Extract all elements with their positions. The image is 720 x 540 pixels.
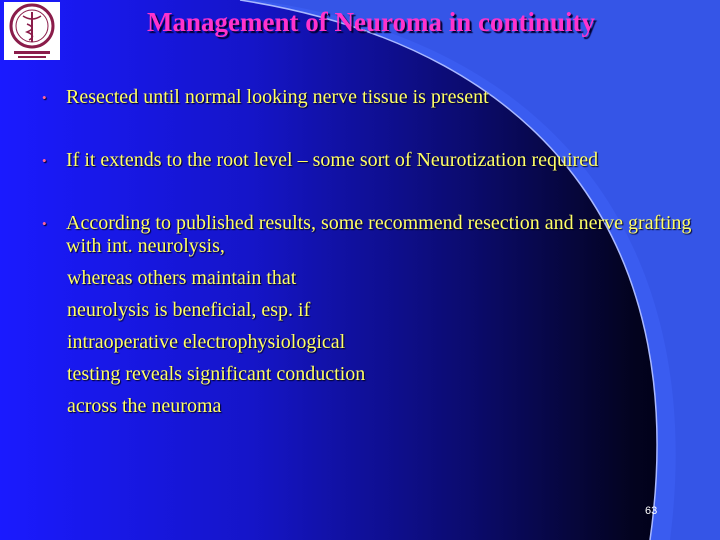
institute-logo	[4, 2, 60, 60]
bullet-text: Resected until normal looking nerve tissue is present	[66, 86, 489, 108]
continuation-line: intraoperative electrophysiological	[67, 331, 346, 353]
bullet-marker: •	[42, 90, 47, 105]
page-number: 63	[645, 505, 658, 517]
institute-emblem-caduceus-icon	[4, 2, 60, 60]
bullet-list	[40, 86, 712, 418]
bullet-text: According to published results, some recommend resection and nerve grafting with int. neurolysis,	[66, 212, 692, 257]
bullet-marker: •	[42, 216, 47, 231]
bullet-item	[40, 149, 712, 172]
bullet-text: If it extends to the root level – some sort of Neurotization required	[66, 149, 599, 171]
bullet-marker: •	[42, 153, 47, 168]
bullet-item	[40, 212, 712, 258]
slide-title: Management of Neuroma in continuity	[147, 7, 595, 37]
continuation-line: testing reveals significant conduction	[67, 363, 366, 385]
bullet-item	[40, 86, 712, 109]
continuation-line: whereas others maintain that	[67, 267, 297, 289]
continuation-line: across the neuroma	[67, 395, 222, 417]
continuation-line: neurolysis is beneficial, esp. if	[67, 299, 311, 321]
